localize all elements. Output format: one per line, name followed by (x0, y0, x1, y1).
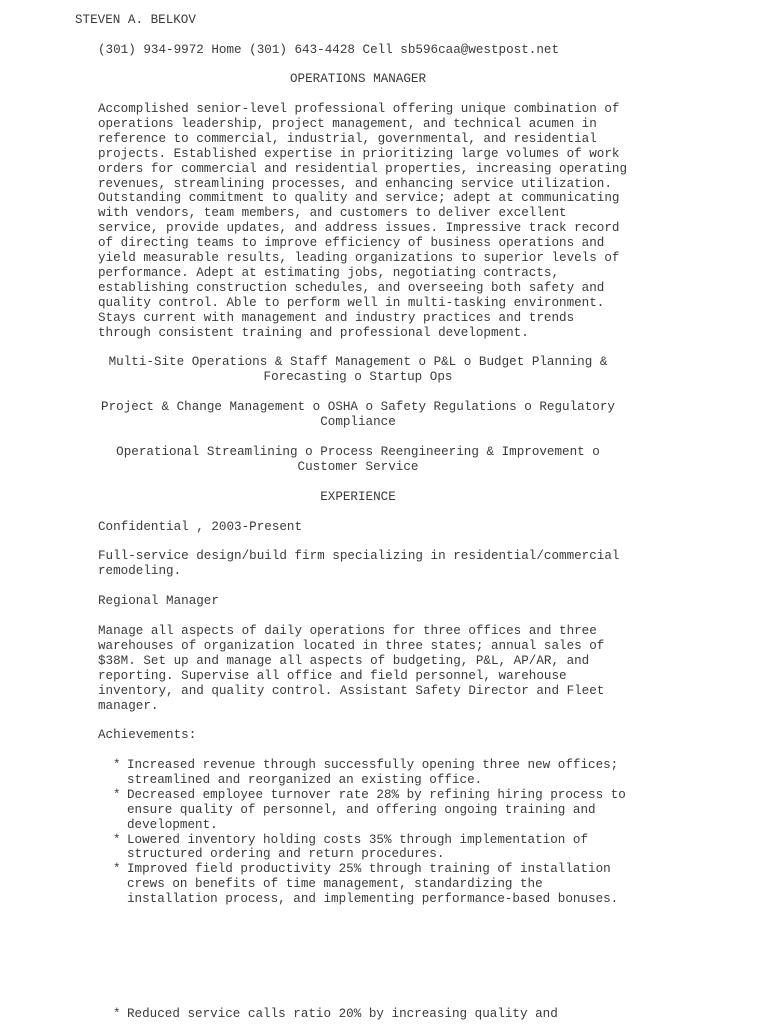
achievement-item: * Reduced service calls ratio 20% by increasing quality and (113, 1007, 558, 1022)
skills-line-3-part-2: Customer Service (297, 459, 419, 474)
contact-info: (301) 934-9972 Home (301) 643-4428 Cell sb596caa@westpost.net (98, 43, 560, 57)
skills-line-3 (98, 445, 618, 475)
experience-heading: EXPERIENCE (320, 490, 396, 504)
skills-line-2 (98, 400, 618, 430)
achievements-list (113, 758, 626, 907)
role-title: Regional Manager (98, 594, 219, 608)
skills-line-1-part-1: Multi-Site Operations & Staff Management o P&L o Budget Planning & (108, 355, 608, 369)
job-title: OPERATIONS MANAGER (289, 72, 427, 86)
achievement-item: * Decreased employee turnover rate 28% by refining hiring process to ensure quality of personnel, and offering ongoing training and development. (113, 788, 626, 833)
professional-summary: Accomplished senior-level professional offering unique combination of operations leadership, project management, and technical acumen in reference to commercial, industrial, governmental, and residential projects. Established expertise in prioritizing large volumes of work orders for commercial and residential properties, increasing operating revenues, streamlining processes, and enhancing service utilization. Outstanding commitment to quality and service; adept at communicating with vendors, team members, and customers to deliver excellent service, provide updates, and address issues. Impressive track record of directing teams to improve efficiency of business operations and yield measurable results, leading organizations to superior levels of performance. Adept at estimating jobs, negotiating contracts, establishing construction schedules, and overseeing both safety and quality control. Able to perform well in multi-tasking environment. Stays current with management and industry practices and trends through consistent training and professional development. (98, 102, 628, 340)
company-description: Full-service design/build firm specializing in residential/commercial remodeling. (98, 549, 620, 578)
skills-line-2-part-1: Project & Change Management o OSHA o Safety Regulations o Regulatory (101, 400, 615, 414)
achievements-heading: Achievements: (98, 728, 197, 742)
achievement-item: * Lowered inventory holding costs 35% through implementation of structured ordering and return procedures. (113, 833, 626, 863)
role-description: Manage all aspects of daily operations for three offices and three warehouses of organization located in three states; annual sales of $38M. Set up and manage all aspects of budgeting, P&L, AP/AR, and reporting. Supervise all office and field personnel, warehouse inventory, and quality control. Assistant Safety Director and Fleet manager. (98, 624, 605, 713)
achievement-item: * Increased revenue through successfully opening three new offices; streamlined and reorganized an existing office. (113, 758, 626, 788)
skills-line-2-part-2: Compliance (320, 414, 396, 429)
skills-line-1 (98, 355, 618, 385)
candidate-name: STEVEN A. BELKOV (75, 13, 196, 27)
achievement-item: * Improved field productivity 25% through training of installation crews on benefits of time management, standardizing the installation process, and implementing performance-based bonuses. (113, 862, 626, 907)
achievements-list-continued (113, 1007, 558, 1022)
skills-line-3-part-1: Operational Streamlining o Process Reengineering & Improvement o (116, 445, 600, 459)
company-line: Confidential , 2003-Present (98, 520, 303, 534)
skills-line-1-part-2: Forecasting o Startup Ops (263, 369, 453, 384)
